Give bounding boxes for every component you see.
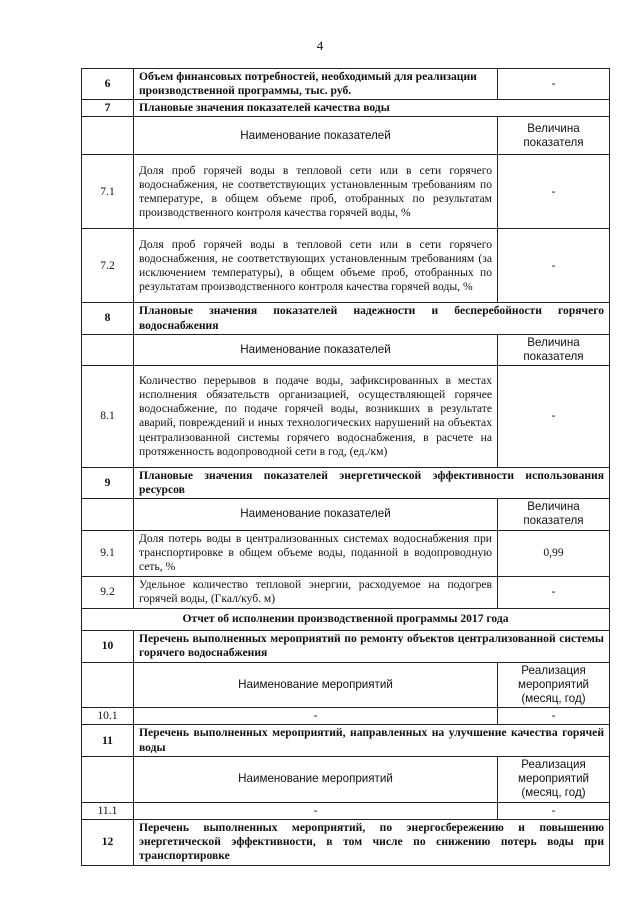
section-title: Плановые значения показателей энергетической эффективности использования ресурсов — [134, 467, 610, 498]
row-8 — [82, 303, 610, 334]
row-number: 8 — [82, 303, 134, 334]
section-title: Объем финансовых потребностей, необходимый для реализации производственной программы, тыс. руб. — [134, 69, 498, 100]
row-number: 7 — [82, 100, 134, 117]
row-number: 9.2 — [82, 576, 134, 608]
row-9-2 — [82, 576, 610, 608]
program-table — [81, 68, 610, 866]
row-8-1 — [82, 365, 610, 467]
report-title-row — [82, 608, 610, 630]
row-value: - — [498, 576, 610, 608]
column-header-value: Реализация мероприятий (месяц, год) — [498, 757, 610, 802]
row-9-1 — [82, 530, 610, 576]
report-title: Отчет об исполнении производственной программы 2017 года — [82, 608, 610, 630]
empty-cell — [82, 499, 134, 530]
section-title: Плановые значения показателей надежности и бесперебойности горячего водоснабжения — [134, 303, 610, 334]
row-number: 8.1 — [82, 365, 134, 467]
row-number: 6 — [82, 69, 134, 100]
row-value: - — [498, 155, 610, 229]
row-number: 11.1 — [82, 802, 134, 819]
activity-text: - — [134, 802, 498, 819]
empty-cell — [82, 757, 134, 802]
row-number: 10.1 — [82, 707, 134, 724]
row-11 — [82, 725, 610, 757]
activity-text: - — [134, 707, 498, 724]
row-number: 7.1 — [82, 155, 134, 229]
row-7 — [82, 100, 610, 117]
indicator-text: Доля проб горячей воды в тепловой сети или в сети горячего водоснабжения, не соответствующих установленным требованиям (за исключением температуры), в общем объеме проб, отобранных по результатам производственного контроля качества горячей воды, % — [134, 229, 498, 303]
row-value: - — [498, 229, 610, 303]
row-number: 10 — [82, 630, 134, 662]
row-6 — [82, 69, 610, 100]
column-header-name: Наименование показателей — [134, 499, 498, 530]
row-value: - — [498, 365, 610, 467]
indicator-text: Доля потерь воды в централизованных системах водоснабжения при транспортировке в общем объеме воды, поданной в водопроводную сеть, % — [134, 530, 498, 576]
empty-cell — [82, 662, 134, 707]
column-header-name: Наименование показателей — [134, 117, 498, 155]
row-number: 7.2 — [82, 229, 134, 303]
row-7-2 — [82, 229, 610, 303]
column-header-value: Величина показателя — [498, 117, 610, 155]
indicator-text: Доля проб горячей воды в тепловой сети или в сети горячего водоснабжения, не соответствующих установленным требованиям по температуре, в общем объеме проб, отобранных по результатам производственного контроля качества горячей воды, % — [134, 155, 498, 229]
row-number: 11 — [82, 725, 134, 757]
row-12 — [82, 819, 610, 865]
row-value: 0,99 — [498, 530, 610, 576]
header-row-9 — [82, 499, 610, 530]
row-number: 9 — [82, 467, 134, 498]
column-header-value: Величина показателя — [498, 499, 610, 530]
row-number: 9.1 — [82, 530, 134, 576]
section-title: Перечень выполненных мероприятий, направленных на улучшение качества горячей воды — [134, 725, 610, 757]
row-11-1 — [82, 802, 610, 819]
row-value: - — [498, 707, 610, 724]
column-header-value: Реализация мероприятий (месяц, год) — [498, 662, 610, 707]
row-10-1 — [82, 707, 610, 724]
indicator-text: Удельное количество тепловой энергии, расходуемое на подогрев горячей воды, (Гкал/куб. м) — [134, 576, 498, 608]
row-9 — [82, 467, 610, 498]
row-7-1 — [82, 155, 610, 229]
header-row-7 — [82, 117, 610, 155]
empty-cell — [82, 334, 134, 365]
empty-cell — [82, 117, 134, 155]
row-value: - — [498, 69, 610, 100]
row-value: - — [498, 802, 610, 819]
section-title: Перечень выполненных мероприятий по ремонту объектов централизованной системы горячего водоснабжения — [134, 630, 610, 662]
page-number: 4 — [316, 38, 324, 53]
section-title: Перечень выполненных мероприятий, по энергосбережению и повышению энергетической эффективности, в том числе по снижению потерь воды при транспортировке — [134, 819, 610, 865]
header-row-10 — [82, 662, 610, 707]
column-header-name: Наименование мероприятий — [134, 757, 498, 802]
column-header-value: Величина показателя — [498, 334, 610, 365]
header-row-8 — [82, 334, 610, 365]
column-header-name: Наименование показателей — [134, 334, 498, 365]
section-title: Плановые значения показателей качества воды — [134, 100, 610, 117]
indicator-text: Количество перерывов в подаче воды, зафиксированных в местах исполнения обязательств организацией, осуществляющей горячее водоснабжение, по подаче горячей воды, возникших в результате аварий, повреждений и иных технологических нарушений на объектах централизованной системы горячего водоснабжения, в расчете на протяженность водопроводной сети в год, (ед./км) — [134, 365, 498, 467]
column-header-name: Наименование мероприятий — [134, 662, 498, 707]
row-10 — [82, 630, 610, 662]
row-number: 12 — [82, 819, 134, 865]
header-row-11 — [82, 757, 610, 802]
